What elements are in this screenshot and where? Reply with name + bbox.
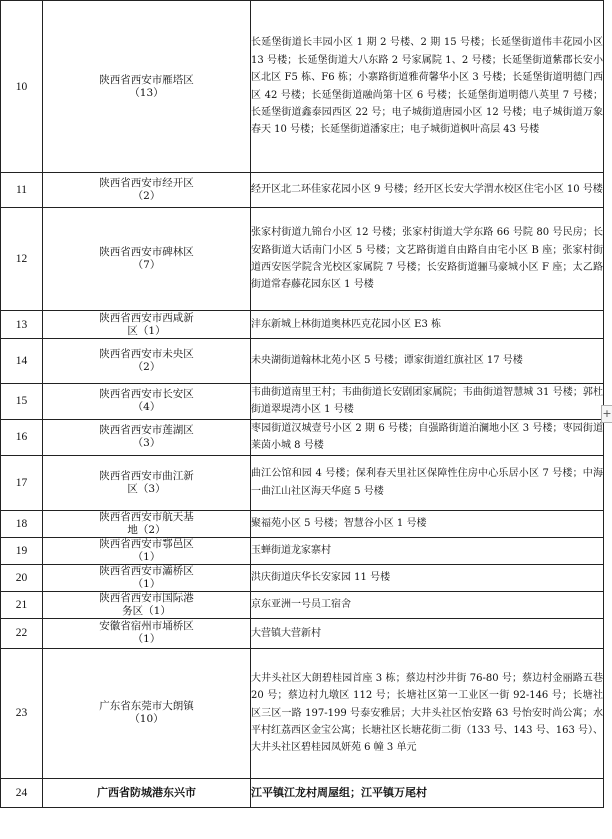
table-row [1, 1, 604, 173]
address-list: 玉蝉街道龙家寨村 [251, 537, 604, 564]
table-row [1, 564, 604, 591]
region-count: （4） [132, 401, 161, 414]
region-count: （2） [132, 361, 161, 373]
address-list: 张家村街道九锦台小区 12 号楼；张家村街道大学东路 66 号院 80 号民房；长安路街道大话南门小区 5 号楼；文艺路街道自由路自由宅小区 B 座；张家村街道西安医学院含光校区家属院 7 号楼；长安路街道骊马豪城小区 F 座；太乙路街道常春藤花园东区 1 号楼 [251, 208, 604, 311]
region-name: 陕西省西安市西咸新 [99, 311, 194, 324]
region-count: 区（3） [127, 482, 166, 495]
address-list: 聚福苑小区 5 号楼；智慧谷小区 1 号楼 [251, 510, 604, 537]
region-cell [43, 510, 251, 537]
region-name: 陕西省西安市未央区 [99, 348, 194, 360]
add-row-button[interactable]: + [601, 405, 612, 423]
row-number: 11 [1, 173, 43, 208]
table-row [1, 455, 604, 510]
region-count: （1） [132, 633, 161, 646]
address-list: 沣东新城上林街道奥林匹克花园小区 E3 栋 [251, 311, 604, 339]
region-name: 广西省防城港东兴市 [97, 786, 196, 800]
table-row [1, 510, 604, 537]
region-count: （1） [132, 550, 161, 563]
region-count: （13） [129, 86, 164, 99]
region-cell [43, 1, 251, 173]
region-name: 陕西省西安市鄠邑区 [99, 537, 194, 550]
row-number: 15 [1, 384, 43, 420]
region-cell [43, 419, 251, 455]
row-number: 18 [1, 510, 43, 537]
region-count: （1） [132, 577, 161, 590]
row-number: 17 [1, 455, 43, 510]
region-cell [43, 537, 251, 564]
table-row [1, 778, 604, 807]
row-number: 24 [1, 778, 43, 807]
region-count: （2） [132, 190, 161, 202]
table-row [1, 173, 604, 208]
address-list: 大井头社区大朗碧桂园首座 3 栋；蔡边村沙井街 76-80 号；蔡边村金丽路五巷 20 号；蔡边村九墩区 112 号；长塘社区第一工业区一街 92-146 号；长塘社区三区一路 197-199 号泰安雅居；大井头社区怡安路 63 号怡安时尚公寓；水平村红荔西区金宝公寓；长塘社区长塘花街二街（133 号、143 号、163 号）、大井头社区碧桂园凤妍苑 6 幢 3 单元 [251, 648, 604, 778]
address-list: 京东亚洲一号员工宿舍 [251, 591, 604, 618]
region-cell [43, 618, 251, 648]
address-list: 江平镇江龙村周屋组；江平镇万尾村 [251, 778, 604, 807]
region-count: 区（1） [127, 324, 166, 337]
row-number: 19 [1, 537, 43, 564]
row-number: 16 [1, 419, 43, 455]
region-name: 陕西省西安市灞桥区 [99, 564, 194, 577]
table-row [1, 339, 604, 384]
region-name: 陕西省西安市雁塔区 [99, 73, 194, 86]
row-number: 22 [1, 618, 43, 648]
region-cell [43, 591, 251, 618]
region-cell [43, 564, 251, 591]
region-count: （7） [132, 259, 161, 271]
table-row [1, 648, 604, 778]
region-cell [43, 173, 251, 208]
table-row [1, 419, 604, 455]
address-list: 洪庆街道庆华长安家园 11 号楼 [251, 564, 604, 591]
region-name: 陕西省西安市碑林区 [99, 246, 194, 258]
region-name: 陕西省西安市曲江新 [99, 469, 194, 482]
address-list: 韦曲街道南里王村；韦曲街道长安剧团家属院；韦曲街道智慧城 31 号楼；郭杜街道翠堤湾小区 1 号楼 [251, 384, 604, 420]
region-name: 广东省东莞市大朗镇 [99, 700, 194, 713]
address-list: 未央湖街道翰林北苑小区 5 号楼；谭家街道红旗社区 17 号楼 [251, 339, 604, 384]
table-row [1, 591, 604, 618]
region-count: 地（2） [127, 523, 166, 536]
region-name: 陕西省西安市莲湖区 [99, 424, 194, 437]
region-cell [43, 384, 251, 420]
row-number: 23 [1, 648, 43, 778]
table-row [1, 384, 604, 420]
table-row [1, 537, 604, 564]
region-name: 陕西省西安市长安区 [99, 388, 194, 401]
region-count: （3） [132, 437, 161, 450]
row-number: 20 [1, 564, 43, 591]
region-cell [43, 455, 251, 510]
region-cell [43, 339, 251, 384]
region-cell [43, 778, 251, 807]
row-number: 13 [1, 311, 43, 339]
region-count: 务区（1） [122, 604, 171, 617]
address-list: 枣园街道汉城壹号小区 2 期 6 号楼；自强路街道泊澜地小区 3 号楼；枣园街道莱茵小城 8 号楼 [251, 419, 604, 455]
row-number: 21 [1, 591, 43, 618]
table-row [1, 208, 604, 311]
region-cell [43, 311, 251, 339]
table-row [1, 311, 604, 339]
row-number: 10 [1, 1, 43, 173]
region-count: （10） [129, 713, 164, 726]
address-list: 经开区北二环佳家花园小区 9 号楼；经开区长安大学渭水校区住宅小区 10 号楼 [251, 173, 604, 208]
table-row [1, 618, 604, 648]
region-name: 安徽省宿州市埇桥区 [99, 620, 194, 633]
region-cell [43, 648, 251, 778]
row-number: 14 [1, 339, 43, 384]
row-number: 12 [1, 208, 43, 311]
region-name: 陕西省西安市国际港 [99, 591, 194, 604]
address-list: 大营镇大营新村 [251, 618, 604, 648]
address-list: 长延堡街道长丰园小区 1 期 2 号楼、2 期 15 号楼；长延堡街道伟丰花园小区 13 号楼；长延堡街道大八东路 2 号家属院 1、2 号楼；长延堡街道紫郡长安小区北区 F5 栋、F6 栋；小寨路街道雅荷馨华小区 3 号楼；长延堡街道明德门西区 42 号楼；长延堡街道融尚第十区 6 号楼；长延堡街道明德八英里 7 号楼；长延堡街道鑫泰园西区 22 号；电子城街道唐园小区 12 号楼；电子城街道万象春天 10 号楼；长延堡街道潘家庄；电子城街道枫叶高层 43 号楼 [251, 1, 604, 173]
address-list: 曲江公馆和园 4 号楼；保利春天里社区保障性住房中心乐居小区 7 号楼；中海一曲江山社区海天华庭 5 号楼 [251, 455, 604, 510]
region-cell [43, 208, 251, 311]
region-name: 陕西省西安市经开区 [99, 177, 194, 189]
region-name: 陕西省西安市航天基 [99, 510, 194, 523]
